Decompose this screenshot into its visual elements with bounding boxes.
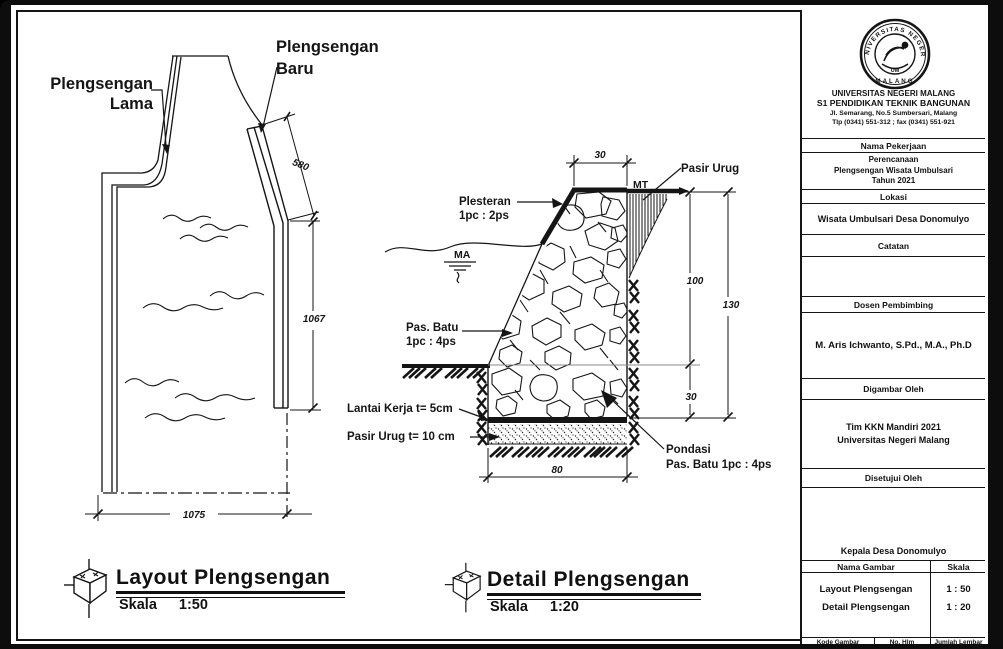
university-logo bbox=[799, 7, 985, 98]
detail-scale-label: Skala bbox=[490, 599, 528, 615]
university-name: UNIVERSITAS NEGERI MALANG bbox=[831, 89, 956, 98]
logo-ring-bottom-text: MALANG bbox=[875, 78, 915, 85]
job-line-2: Plengsengan Wisata Umbulsari bbox=[833, 165, 954, 175]
label-pondasi-1: Pondasi bbox=[666, 444, 711, 456]
location-value: Wisata Umbulsari Desa Donomulyo bbox=[817, 214, 970, 224]
drawnby-value bbox=[802, 400, 985, 468]
location-header: Lokasi bbox=[802, 189, 985, 204]
job-header: Nama Pekerjaan bbox=[802, 138, 985, 153]
approval-header: Disetujui Oleh bbox=[802, 468, 985, 488]
label-plesteran-2: 1pc : 2ps bbox=[459, 210, 509, 222]
job-line-3: Tahun 2021 bbox=[871, 176, 916, 186]
notes-header: Catatan bbox=[802, 234, 985, 257]
dim-top-30-text: 30 bbox=[594, 150, 606, 161]
table-name-header: Nama Gambar bbox=[837, 562, 895, 572]
title-block bbox=[799, 7, 985, 644]
layout-title-cube-icon bbox=[63, 558, 113, 620]
label-pas-batu-2: 1pc : 4ps bbox=[406, 336, 456, 348]
drawnby-line-2: Universitas Negeri Malang bbox=[837, 435, 950, 445]
university-address: Jl. Semarang, No.5 Sumbersari, Malang bbox=[829, 110, 958, 117]
drawnby-line-1: Tim KKN Mandiri 2021 bbox=[846, 422, 941, 432]
dim-30-lower-text: 30 bbox=[685, 392, 697, 403]
label-pas-batu-1: Pas. Batu bbox=[406, 322, 459, 334]
dim-80-text: 80 bbox=[551, 465, 563, 476]
label-plesteran-1: Plesteran bbox=[459, 196, 511, 208]
advisor-header: Dosen Pembimbing bbox=[802, 296, 985, 313]
detail-scale-line bbox=[490, 599, 579, 615]
masonry-stones bbox=[492, 192, 628, 420]
label-plengsengan-lama-2: Lama bbox=[109, 95, 153, 113]
layout-scale-value: 1:50 bbox=[178, 597, 208, 613]
notes-value bbox=[802, 257, 985, 296]
job-value bbox=[802, 153, 985, 189]
label-plengsengan-baru-1: Plengsengan bbox=[276, 38, 379, 56]
dim-130-text: 130 bbox=[722, 300, 740, 311]
footer-page-header: No. Hlm bbox=[889, 639, 915, 644]
dim-1067-text: 1067 bbox=[302, 314, 326, 325]
layout-drawing-title: Layout Plengsengan bbox=[116, 566, 331, 589]
layout-scale-label: Skala bbox=[119, 597, 157, 613]
label-plengsengan-baru-2: Baru bbox=[276, 60, 314, 78]
detail-drawing-title: Detail Plengsengan bbox=[487, 568, 690, 591]
dimension-ticks bbox=[94, 218, 318, 519]
logo-emblem bbox=[882, 42, 908, 68]
university-phone: Tlp (0341) 551-312 ; fax (0341) 551-921 bbox=[832, 119, 955, 126]
program-name: S1 PENDIDIKAN TEKNIK BANGUNAN bbox=[816, 98, 971, 108]
logo-monogram: UM bbox=[890, 68, 900, 74]
table-row-1-scale: 1 : 50 bbox=[946, 584, 971, 595]
advisor-value: M. Aris Ichwanto, S.Pd., M.A., Ph.D bbox=[815, 340, 972, 351]
job-line-1: Perencanaan bbox=[868, 155, 919, 165]
table-row-1-name: Layout Plengsengan bbox=[819, 584, 913, 595]
layout-scale-line bbox=[119, 597, 208, 613]
bottom-edge-bar bbox=[0, 644, 1003, 649]
new-wall-outline bbox=[247, 126, 288, 408]
detail-scale-value: 1:20 bbox=[549, 599, 579, 615]
water-ripples bbox=[125, 215, 264, 421]
sand-layer bbox=[488, 424, 627, 444]
table-row-2-name: Detail Plengsengan bbox=[822, 602, 910, 613]
dim-100-text: 100 bbox=[686, 276, 704, 287]
centerlines bbox=[103, 413, 290, 521]
label-ma: MA bbox=[454, 249, 471, 261]
drawnby-header: Digambar Oleh bbox=[802, 378, 985, 400]
detail-drawing-svg bbox=[330, 140, 790, 490]
backfill-hatch bbox=[629, 194, 667, 278]
label-lantai-kerja: Lantai Kerja t= 5cm bbox=[347, 403, 453, 415]
dim-1075-text: 1075 bbox=[182, 510, 206, 521]
label-mt: MT bbox=[633, 179, 649, 191]
approval-value: Kepala Desa Donomulyo bbox=[840, 546, 947, 556]
svg-text:UNIVERSITAS NEGERI bbox=[799, 7, 927, 58]
logo-ring-top-text: UNIVERSITAS NEGERI bbox=[799, 7, 927, 58]
table-row-2-scale: 1 : 20 bbox=[946, 602, 971, 613]
label-plengsengan-lama-1: Plengsengan bbox=[50, 75, 153, 93]
footer-sheets-header: Jumlah Lembar bbox=[934, 639, 983, 644]
table-scale-header: Skala bbox=[947, 562, 970, 572]
detail-title-cube-icon bbox=[444, 558, 486, 618]
layout-drawing-svg bbox=[20, 20, 379, 560]
label-pondasi-2: Pas. Batu 1pc : 4ps bbox=[666, 459, 772, 471]
label-pasir-urug-top: Pasir Urug bbox=[681, 163, 740, 175]
footer-code-header: Kode Gambar bbox=[816, 639, 860, 644]
dim-580-text: 580 bbox=[290, 157, 311, 174]
label-pasir-urug-bottom: Pasir Urug t= 10 cm bbox=[347, 431, 455, 443]
old-wall-outline bbox=[102, 56, 263, 492]
